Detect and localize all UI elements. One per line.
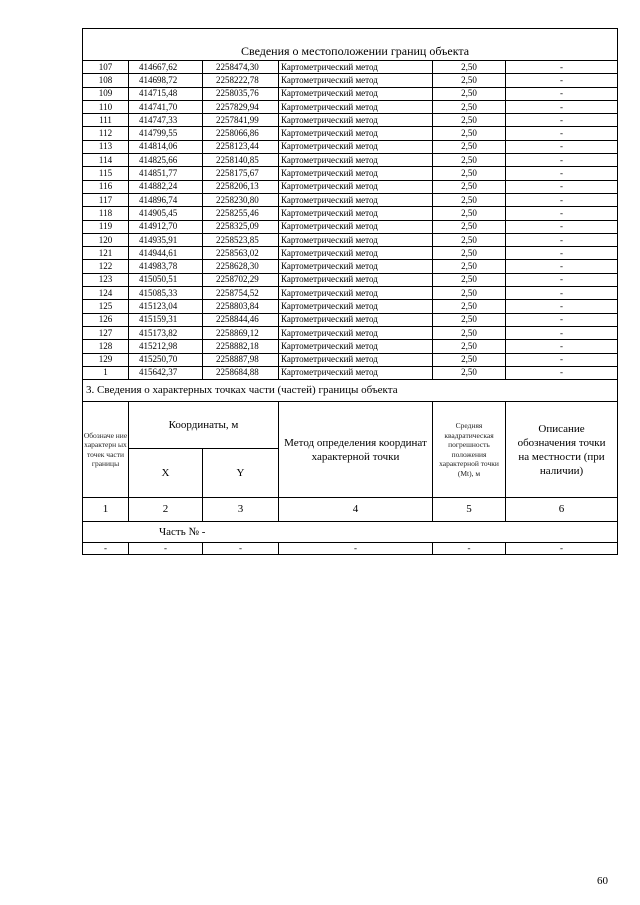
y-coordinate-cell: 2258628,30	[203, 260, 279, 273]
x-coordinate-cell: 415050,51	[129, 273, 203, 286]
method-cell: Картометрический метод	[279, 353, 433, 366]
y-coordinate-cell: 2258140,85	[203, 154, 279, 167]
x-coordinate-cell: 414935,91	[129, 233, 203, 246]
error-cell: 2,50	[433, 87, 506, 100]
y-coordinate-cell: 2258206,13	[203, 180, 279, 193]
y-coordinate-cell: 2258255,46	[203, 207, 279, 220]
column-number-cell: 1	[83, 498, 129, 522]
table-title-text: Сведения о местоположении границ объекта	[240, 43, 470, 58]
point-number-cell: 120	[83, 233, 129, 246]
x-coordinate-cell: 414944,61	[129, 247, 203, 260]
description-cell: -	[506, 140, 618, 153]
empty-cell: -	[506, 543, 618, 555]
empty-cell: -	[279, 543, 433, 555]
empty-cell: -	[203, 543, 279, 555]
x-coordinate-cell: 415212,98	[129, 340, 203, 353]
error-cell: 2,50	[433, 127, 506, 140]
table-row	[83, 366, 618, 379]
error-cell: 2,50	[433, 100, 506, 113]
x-coordinate-cell: 414814,06	[129, 140, 203, 153]
empty-cell: -	[83, 543, 129, 555]
point-number-cell: 124	[83, 287, 129, 300]
method-header: Метод определения координат характерной точки	[279, 402, 433, 498]
y-coordinate-cell: 2258702,29	[203, 273, 279, 286]
description-cell: -	[506, 193, 618, 206]
y-coordinate-cell: 2258035,76	[203, 87, 279, 100]
point-number-cell: 114	[83, 154, 129, 167]
error-cell: 2,50	[433, 287, 506, 300]
error-cell: 2,50	[433, 326, 506, 339]
point-number-cell: 111	[83, 114, 129, 127]
x-coordinate-cell: 414882,24	[129, 180, 203, 193]
description-cell: -	[506, 260, 618, 273]
column-number-cell: 3	[203, 498, 279, 522]
table-row	[83, 193, 618, 206]
error-cell: 2,50	[433, 154, 506, 167]
description-cell: -	[506, 154, 618, 167]
method-cell: Картометрический метод	[279, 300, 433, 313]
description-cell: -	[506, 180, 618, 193]
description-cell: -	[506, 220, 618, 233]
point-number-cell: 127	[83, 326, 129, 339]
error-cell: 2,50	[433, 220, 506, 233]
point-number-cell: 128	[83, 340, 129, 353]
table-title	[83, 29, 618, 61]
point-number-cell: 113	[83, 140, 129, 153]
y-coordinate-cell: 2258325,09	[203, 220, 279, 233]
table-row	[83, 61, 618, 74]
y-coordinate-cell: 2258754,52	[203, 287, 279, 300]
method-cell: Картометрический метод	[279, 180, 433, 193]
table-row	[83, 74, 618, 87]
point-number-cell: 129	[83, 353, 129, 366]
error-cell: 2,50	[433, 140, 506, 153]
x-coordinate-cell: 414715,48	[129, 87, 203, 100]
table-row	[83, 326, 618, 339]
point-number-cell: 122	[83, 260, 129, 273]
point-number-cell: 1	[83, 366, 129, 379]
table-row	[83, 127, 618, 140]
error-cell: 2,50	[433, 233, 506, 246]
description-cell: -	[506, 287, 618, 300]
x-coordinate-cell: 414747,33	[129, 114, 203, 127]
method-cell: Картометрический метод	[279, 247, 433, 260]
point-number-cell: 126	[83, 313, 129, 326]
x-coordinate-cell: 414667,62	[129, 61, 203, 74]
x-coordinate-cell: 414851,77	[129, 167, 203, 180]
description-cell: -	[506, 366, 618, 379]
point-number-cell: 121	[83, 247, 129, 260]
description-cell: -	[506, 247, 618, 260]
method-cell: Картометрический метод	[279, 87, 433, 100]
method-cell: Картометрический метод	[279, 100, 433, 113]
error-cell: 2,50	[433, 74, 506, 87]
method-cell: Картометрический метод	[279, 61, 433, 74]
table-row	[83, 180, 618, 193]
empty-cell: -	[129, 543, 203, 555]
x-coordinate-cell: 414825,66	[129, 154, 203, 167]
table-row	[83, 273, 618, 286]
description-cell: -	[506, 61, 618, 74]
method-cell: Картометрический метод	[279, 74, 433, 87]
table-row	[83, 233, 618, 246]
table-row	[83, 87, 618, 100]
point-number-cell: 117	[83, 193, 129, 206]
y-coordinate-cell: 2258803,84	[203, 300, 279, 313]
method-cell: Картометрический метод	[279, 140, 433, 153]
table-row	[83, 220, 618, 233]
section3-title-row	[83, 380, 618, 402]
part-row	[83, 522, 618, 543]
y-coordinate-cell: 2258222,78	[203, 74, 279, 87]
column-number-cell: 2	[129, 498, 203, 522]
x-coordinate-cell: 415159,31	[129, 313, 203, 326]
description-cell: -	[506, 87, 618, 100]
x-coordinate-cell: 415173,82	[129, 326, 203, 339]
description-cell: -	[506, 273, 618, 286]
table-row	[83, 247, 618, 260]
x-coordinate-cell: 414905,45	[129, 207, 203, 220]
error-cell: 2,50	[433, 247, 506, 260]
description-cell: -	[506, 74, 618, 87]
table-row	[83, 353, 618, 366]
point-number-cell: 108	[83, 74, 129, 87]
page-number: 60	[597, 875, 608, 887]
x-coordinate-cell: 414983,78	[129, 260, 203, 273]
y-coordinate-cell: 2257841,99	[203, 114, 279, 127]
y-coordinate-cell: 2258123,44	[203, 140, 279, 153]
part-label: Часть № -	[83, 522, 618, 543]
point-number-cell: 119	[83, 220, 129, 233]
empty-cell: -	[433, 543, 506, 555]
y-coordinate-cell: 2258175,67	[203, 167, 279, 180]
point-number-cell: 115	[83, 167, 129, 180]
x-coordinate-cell: 414799,55	[129, 127, 203, 140]
error-cell: 2,50	[433, 313, 506, 326]
table-row	[83, 260, 618, 273]
y-coordinate-cell: 2258230,80	[203, 193, 279, 206]
point-number-cell: 125	[83, 300, 129, 313]
method-cell: Картометрический метод	[279, 313, 433, 326]
y-coordinate-cell: 2258869,12	[203, 326, 279, 339]
x-header: X	[129, 449, 203, 498]
table-row	[83, 154, 618, 167]
y-coordinate-cell: 2258066,86	[203, 127, 279, 140]
x-coordinate-cell: 414896,74	[129, 193, 203, 206]
y-coordinate-cell: 2258882,18	[203, 340, 279, 353]
section3-header-row	[83, 402, 618, 449]
description-cell: -	[506, 233, 618, 246]
method-cell: Картометрический метод	[279, 260, 433, 273]
point-number-cell: 112	[83, 127, 129, 140]
x-coordinate-cell: 415085,33	[129, 287, 203, 300]
coordinates-header: Координаты, м	[129, 402, 279, 449]
designation-header: Обозначе ние характерн ых точек части границы	[83, 402, 129, 498]
error-cell: 2,50	[433, 300, 506, 313]
error-cell: 2,50	[433, 114, 506, 127]
table-row	[83, 300, 618, 313]
method-cell: Картометрический метод	[279, 340, 433, 353]
x-coordinate-cell: 414741,70	[129, 100, 203, 113]
method-cell: Картометрический метод	[279, 273, 433, 286]
column-number-cell: 6	[506, 498, 618, 522]
method-cell: Картометрический метод	[279, 287, 433, 300]
error-cell: 2,50	[433, 353, 506, 366]
y-coordinate-cell: 2258844,46	[203, 313, 279, 326]
description-cell: -	[506, 353, 618, 366]
empty-data-row	[83, 543, 618, 555]
description-cell: -	[506, 114, 618, 127]
y-coordinate-cell: 2258684,88	[203, 366, 279, 379]
table-row	[83, 167, 618, 180]
method-cell: Картометрический метод	[279, 233, 433, 246]
error-cell: 2,50	[433, 340, 506, 353]
error-cell: 2,50	[433, 273, 506, 286]
description-cell: -	[506, 313, 618, 326]
point-number-cell: 118	[83, 207, 129, 220]
method-cell: Картометрический метод	[279, 154, 433, 167]
section3-title: 3. Сведения о характерных точках части (частей) границы объекта	[83, 380, 618, 402]
method-cell: Картометрический метод	[279, 167, 433, 180]
description-cell: -	[506, 167, 618, 180]
x-coordinate-cell: 415250,70	[129, 353, 203, 366]
table-row	[83, 100, 618, 113]
y-header: Y	[203, 449, 279, 498]
error-cell: 2,50	[433, 167, 506, 180]
description-cell: -	[506, 100, 618, 113]
table-row	[83, 340, 618, 353]
method-cell: Картометрический метод	[279, 220, 433, 233]
method-cell: Картометрический метод	[279, 326, 433, 339]
x-coordinate-cell: 415123,04	[129, 300, 203, 313]
point-number-cell: 110	[83, 100, 129, 113]
error-cell: 2,50	[433, 260, 506, 273]
boundary-table	[82, 28, 618, 555]
error-cell: 2,50	[433, 366, 506, 379]
y-coordinate-cell: 2258523,85	[203, 233, 279, 246]
table-row	[83, 313, 618, 326]
point-number-cell: 107	[83, 61, 129, 74]
y-coordinate-cell: 2257829,94	[203, 100, 279, 113]
method-cell: Картометрический метод	[279, 207, 433, 220]
column-numbers-row	[83, 498, 618, 522]
y-coordinate-cell: 2258474,30	[203, 61, 279, 74]
x-coordinate-cell: 415642,37	[129, 366, 203, 379]
description-cell: -	[506, 127, 618, 140]
error-cell: 2,50	[433, 180, 506, 193]
description-cell: -	[506, 207, 618, 220]
method-cell: Картометрический метод	[279, 366, 433, 379]
y-coordinate-cell: 2258887,98	[203, 353, 279, 366]
x-coordinate-cell: 414698,72	[129, 74, 203, 87]
description-cell: -	[506, 300, 618, 313]
error-cell: 2,50	[433, 207, 506, 220]
method-cell: Картометрический метод	[279, 193, 433, 206]
error-cell: 2,50	[433, 193, 506, 206]
table-row	[83, 287, 618, 300]
error-cell: 2,50	[433, 61, 506, 74]
table-row	[83, 140, 618, 153]
table-row	[83, 114, 618, 127]
point-number-cell: 123	[83, 273, 129, 286]
description-header: Описание обозначения точки на местности (при наличии)	[506, 402, 618, 498]
description-cell: -	[506, 340, 618, 353]
method-cell: Картометрический метод	[279, 114, 433, 127]
x-coordinate-cell: 414912,70	[129, 220, 203, 233]
column-number-cell: 4	[279, 498, 433, 522]
table-row	[83, 207, 618, 220]
point-number-cell: 109	[83, 87, 129, 100]
error-header: Средняя квадратическая погрешность положения характерной точки (Mt), м	[433, 402, 506, 498]
point-number-cell: 116	[83, 180, 129, 193]
y-coordinate-cell: 2258563,02	[203, 247, 279, 260]
column-number-cell: 5	[433, 498, 506, 522]
method-cell: Картометрический метод	[279, 127, 433, 140]
description-cell: -	[506, 326, 618, 339]
